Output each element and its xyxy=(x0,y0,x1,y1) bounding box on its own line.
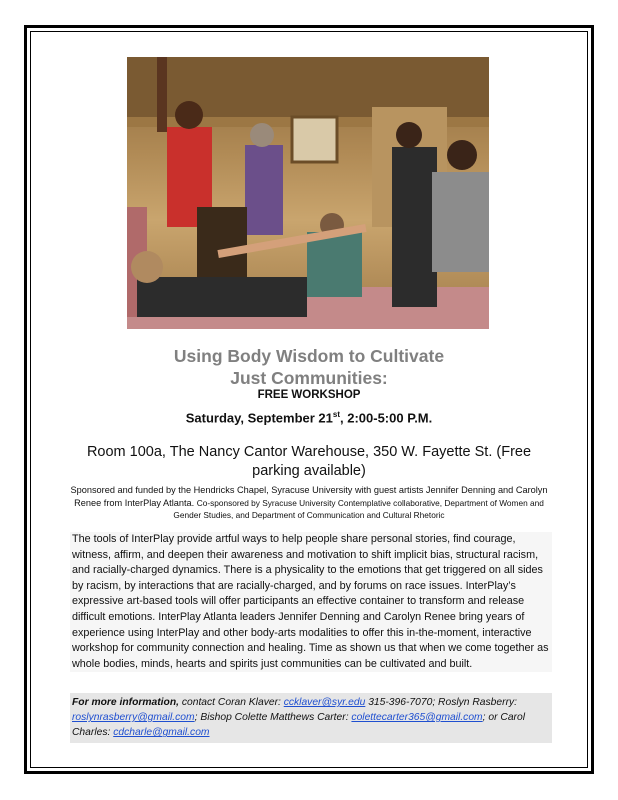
event-date: Saturday, September 21st, 2:00-5:00 P.M. xyxy=(185,410,433,426)
contact-info: For more information, contact Coran Klaver: ccklaver@syr.edu 315-396-7070; Roslyn Rasberry: roslynrasberry@gmail.com; Bishop Colette Matthews Carter: colettecarter365@gmail.com; or Carol Charles: cdcharle@gmail.com xyxy=(70,693,552,743)
event-location: Room 100a, The Nancy Cantor Warehouse, 350 W. Fayette St. (Free parking available) xyxy=(86,444,532,479)
event-title-line-1: Using Body Wisdom to Cultivate xyxy=(173,346,445,366)
description-paragraph: The tools of InterPlay provide artful ways to help people share personal stories, find courage, witness, affirm, and deepen their awareness and motivation to shift implicit bias, structural racism, and racially-charged dynamics. There is a physicality to the emotions that get triggered on all sides by racism, by interactions that are racially-charged, and by forums on race issues. InterPlay’s expressive art-based tools will offer participants an effective container to transform and release difficult emotions. InterPlay Atlanta leaders Jennifer Denning and Carolyn Renee bring years of experience using InterPlay and other body-arts modalities to offer this in-the-moment, interactive workshop for community connection and healing. Time as shown us that when we come together as whole bodies, minds, hearts and spirits just communities can be cultivated and built. xyxy=(70,532,552,672)
sponsor-text: Sponsored and funded by the Hendricks Chapel, Syracuse University with guest artists Jennifer Denning and Carolyn Renee from InterPlay Atlanta. Co-sponsored by Syracuse University Contemplative collaborative, Department of Women and Gender Studies, and Department of Communication and Cultural Rhetoric xyxy=(70,485,548,520)
email-link-charles[interactable]: cdcharle@gmail.com xyxy=(113,727,210,739)
email-link-klaver[interactable]: ccklaver@syr.edu xyxy=(283,697,366,708)
workshop-photo xyxy=(127,57,489,329)
event-title-line-2: Just Communities: xyxy=(230,368,388,388)
free-workshop-label: FREE WORKSHOP xyxy=(257,389,361,401)
email-link-carter[interactable]: colettecarter365@gmail.com xyxy=(351,712,483,724)
email-link-rasberry[interactable]: roslynrasberry@gmail.com xyxy=(72,712,195,724)
